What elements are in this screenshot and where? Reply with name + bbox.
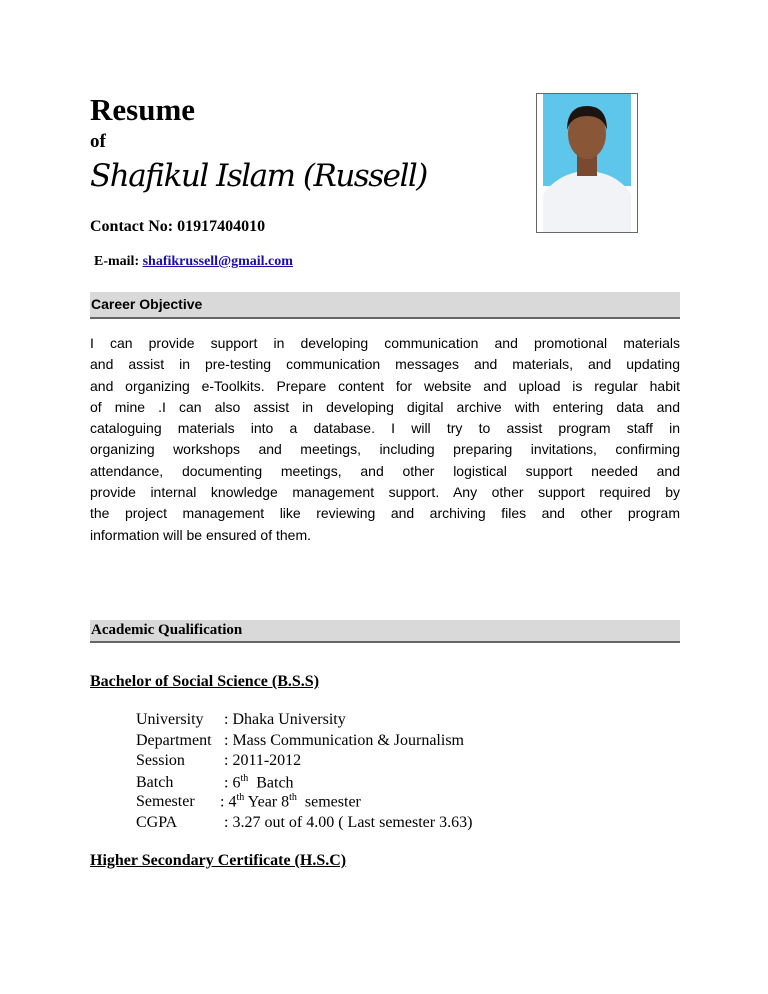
university-value: : Dhaka University [224,711,346,728]
semester-row [136,792,361,811]
resume-title: Resume [90,92,196,127]
objective-line: cataloguing materials into a database. I will try to assist program staff in [90,420,680,437]
email [94,254,293,270]
hsc-heading: Higher Secondary Certificate (H.S.C) [90,852,347,869]
objective-line: of mine .I can also assist in developing digital archive with entering data and [90,398,680,415]
batch-suffix: th [240,773,249,784]
objective-line: the project management like reviewing and archiving files and other program [90,505,680,522]
contact-label: Contact No: [90,218,174,235]
objective-line: organizing workshops and meetings, including preparing invitations, confirming [90,441,680,458]
semester-number: Year 8 [244,793,290,811]
cgpa-label: CGPA [136,814,178,831]
batch-row [136,773,294,792]
semester-text: semester [296,793,361,811]
academic-qualification-header [90,620,680,643]
session-label: Session [136,752,185,769]
contact-value: 01917404010 [177,218,266,235]
cgpa-row [136,814,472,832]
semester-year-suffix: th [236,792,245,803]
department-label: Department [136,732,212,749]
email-label: E-mail: [94,254,140,269]
email-link[interactable]: shafikrussell@gmail.com [142,254,293,269]
academic-qualification-heading: Academic Qualification [91,622,243,638]
career-objective-heading: Career Objective [91,296,203,312]
batch-label: Batch [136,774,174,792]
university-label: University [136,711,204,728]
cgpa-value: : 3.27 out of 4.00 ( Last semester 3.63) [224,814,473,831]
profile-photo [536,93,638,233]
semester-year: : 4 [220,793,237,811]
batch-number: : 6 [224,774,241,792]
career-objective-header [90,292,680,319]
semester-label: Semester [136,793,195,811]
objective-line: and assist in pre-testing communication messages and materials, and updating [90,356,680,373]
session-row [136,752,301,770]
objective-line: attendance, documenting meetings, and other logistical support needed and [90,462,680,479]
portrait-image [537,94,637,232]
objective-line: information will be ensured of them. [90,526,311,543]
department-row [136,732,464,750]
university-row [136,711,346,729]
objective-line: and organizing e-Toolkits. Prepare content for website and upload is regular habit [90,377,680,394]
candidate-name: Shafikul Islam (Russell) [90,158,427,194]
batch-text: Batch [248,774,294,792]
bss-heading: Bachelor of Social Science (B.S.S) [90,673,320,690]
of-label: of [90,131,106,152]
career-objective-text [90,333,680,546]
contact-number [90,218,265,236]
department-value: : Mass Communication & Journalism [224,732,464,749]
session-value: : 2011-2012 [224,752,302,769]
objective-line: I can provide support in developing communication and promotional materials [90,335,680,351]
objective-line: provide internal knowledge management support. Any other support required by [90,484,680,501]
semester-suffix: th [289,792,297,803]
